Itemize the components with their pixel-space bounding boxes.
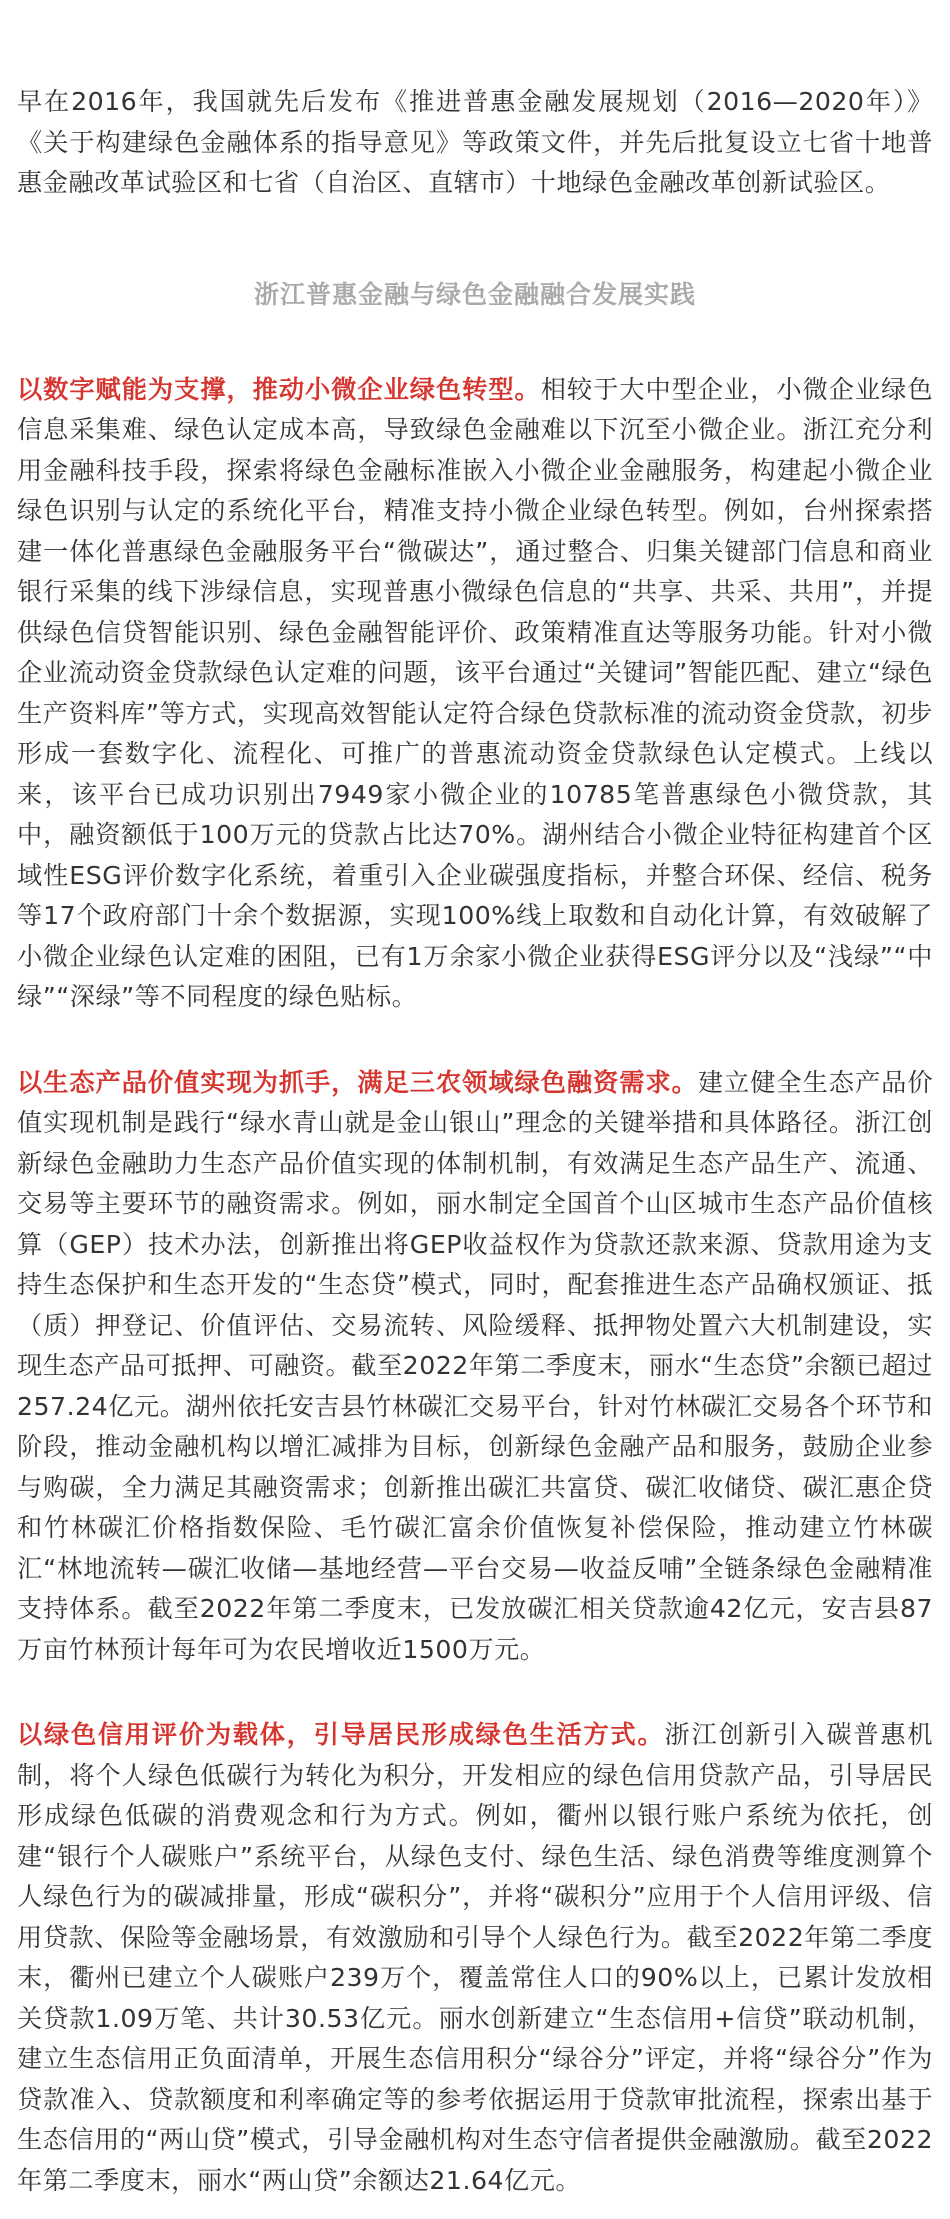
section-title: 浙江普惠金融与绿色金融融合发展实践 (253, 279, 696, 309)
paragraph-body: 浙江创新引入碳普惠机制，将个人绿色低碳行为转化为积分，开发相应的绿色信用贷款产品，引导居民形成绿色低碳的消费观念和行为方式。例如，衢州以银行账户系统为依托，创建“银行个人碳账户”系统平台，从绿色支付、绿色生活、绿色消费等维度测算个人绿色行为的碳减排量，形成“碳积分”，并将“碳积分”应用于个人信用评级、信用贷款、保险等金融场景，有效激励和引导个人绿色行为。截至2022年第二季度末，衢州已建立个人碳账户239万个，覆盖常住人口的90%以上，已累计发放相关贷款1.09万笔、共计30.53亿元。丽水创新建立“生态信用+信贷”联动机制，建立生态信用正负面清单，开展生态信用积分“绿谷分”评定，并将“绿谷分”作为贷款准入、贷款额度和利率确定等的参考依据运用于贷款审批流程，探索出基于生态信用的“两山贷”模式，引导金融机构对生态守信者提供金融激励。截至2022年第二季度末，丽水“两山贷”余额达21.64亿元。 (17, 1720, 934, 2195)
paragraph-body: 建立健全生态产品价值实现机制是践行“绿水青山就是金山银山”理念的关键举措和具体路径。浙江创新绿色金融助力生态产品价值实现的体制机制，有效满足生态产品生产、流通、交易等主要环节的融资需求。例如，丽水制定全国首个山区城市生态产品价值核算（GEP）技术办法，创新推出将GEP收益权作为贷款还款来源、贷款用途为支持生态保护和生态开发的“生态贷”模式，同时，配套推进生态产品确权颁证、抵（质）押登记、价值评估、交易流转、风险缓释、抵押物处置六大机制建设，实现生态产品可抵押、可融资。截至2022年第二季度末，丽水“生态贷”余额已超过257.24亿元。湖州依托安吉县竹林碳汇交易平台，针对竹林碳汇交易各个环节和阶段，推动金融机构以增汇减排为目标，创新绿色金融产品和服务，鼓励企业参与购碳，全力满足其融资需求；创新推出碳汇共富贷、碳汇收储贷、碳汇惠企贷和竹林碳汇价格指数保险、毛竹碳汇富余价值恢复补偿保险，推动建立竹林碳汇“林地流转—碳汇收储—基地经营—平台交易—收益反哺”全链条绿色金融精准支持体系。截至2022年第二季度末，已发放碳汇相关贷款逾42亿元，安吉县87万亩竹林预计每年可为农民增收近1500万元。 (17, 1067, 934, 1664)
article-body (17, 82, 933, 2201)
paragraph-lead: 以数字赋能为支撑，推动小微企业绿色转型。 (17, 374, 541, 404)
intro-paragraph: 早在2016年，我国就先后发布《推进普惠金融发展规划（2016—2020年）》《关于构建绿色金融体系的指导意见》等政策文件，并先后批复设立七省十地普惠金融改革试验区和七省（自治区、直辖市）十地绿色金融改革创新试验区。 (17, 87, 933, 197)
paragraph-eco-product-value (17, 1063, 933, 1671)
paragraph-lead: 以绿色信用评价为载体，引导居民形成绿色生活方式。 (17, 1720, 665, 1749)
paragraph-green-credit (17, 1715, 933, 2201)
paragraph-digital-empowerment (17, 370, 933, 1018)
paragraph-body: 相较于大中型企业，小微企业绿色信息采集难、绿色认定成本高，导致绿色金融难以下沉至小微企业。浙江充分利用金融科技手段，探索将绿色金融标准嵌入小微企业金融服务，构建起小微企业绿色识别与认定的系统化平台，精准支持小微企业绿色转型。例如，台州探索搭建一体化普惠绿色金融服务平台“微碳达”，通过整合、归集关键部门信息和商业银行采集的线下涉绿信息，实现普惠小微绿色信息的“共享、共采、共用”，并提供绿色信贷智能识别、绿色金融智能评价、政策精准直达等服务功能。针对小微企业流动资金贷款绿色认定难的问题，该平台通过“关键词”智能匹配、建立“绿色生产资料库”等方式，实现高效智能认定符合绿色贷款标准的流动资金贷款，初步形成一套数字化、流程化、可推广的普惠流动资金贷款绿色认定模式。上线以来，该平台已成功识别出7949家小微企业的10785笔普惠绿色小微贷款，其中，融资额低于100万元的贷款占比达70%。湖州结合小微企业特征构建首个区域性ESG评价数字化系统，着重引入企业碳强度指标，并整合环保、经信、税务等17个政府部门十余个数据源，实现100%线上取数和自动化计算，有效破解了小微企业绿色认定难的困阻，已有1万余家小微企业获得ESG评分以及“浅绿”“中绿”“深绿”等不同程度的绿色贴标。 (17, 374, 934, 1011)
paragraph-lead: 以生态产品价值实现为抓手，满足三农领域绿色融资需求。 (17, 1067, 698, 1097)
